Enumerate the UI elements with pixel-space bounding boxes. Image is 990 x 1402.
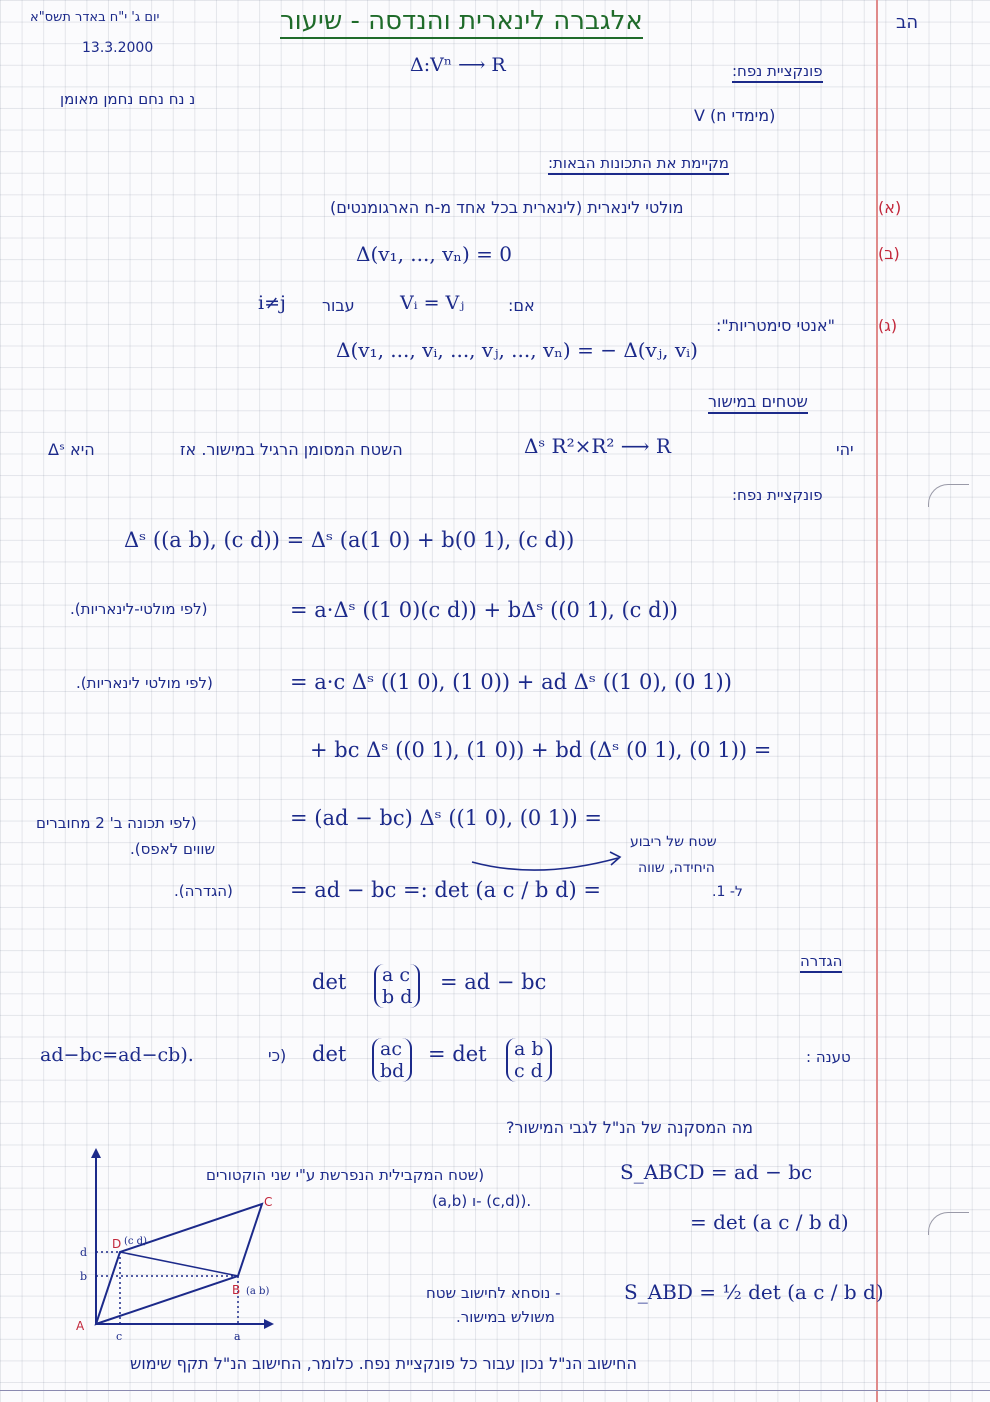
equation-2-note: (לפי מולטי-לינאריות). <box>70 600 208 618</box>
intro-is: Δˢ היא <box>48 440 95 459</box>
claim-matrix-1-top: ac <box>380 1038 402 1060</box>
area-abd-note-line2: משולש במישור. <box>456 1308 555 1326</box>
equation-1: Δˢ ((a b), (c d)) = Δˢ (a(1 0) + b(0 1), (c d)) <box>124 528 575 552</box>
equation-2: = a·Δˢ ((1 0)(c d)) + bΔˢ ((0 1), (c d)) <box>290 598 678 622</box>
property-b-if: אם: <box>508 296 535 315</box>
equation-4: + bc Δˢ ((0 1), (1 0)) + bd (Δˢ (0 1), (0 1)) = <box>310 738 772 762</box>
area-abcd-formula: S_ABCD = ad − bc <box>620 1160 813 1184</box>
claim-equals-det: = det <box>428 1042 487 1066</box>
bottom-rule <box>0 1390 990 1391</box>
area-abd-formula: S_ABD = ½ det (a c / b d) <box>624 1280 884 1304</box>
intro-map: Δˢ R²×R² ⟶ R <box>524 434 671 458</box>
equation-6-note: (הגדרה). <box>174 882 233 900</box>
dimension-line: V (n מימדי) <box>694 106 776 125</box>
property-c-formula: Δ(v₁, ..., vᵢ, ..., vⱼ, ..., vₙ) = − Δ(vⱼ, vᵢ) <box>336 338 698 362</box>
claim-matrix-2-top: a b <box>514 1038 544 1060</box>
equation-6: = ad − bc =: det (a c / b d) = <box>290 878 601 902</box>
area-abcd-note-line1: (שטח המקבילית הנפרשת ע"י שני הוקטורים <box>206 1166 485 1184</box>
date-hebrew: יום ג' י"ח באדר תשס"א <box>30 10 160 25</box>
curved-arrow <box>468 840 638 880</box>
binder-hole-mark-top <box>928 484 969 507</box>
definition-det: det <box>312 970 347 994</box>
arrow-note-line3: ל- 1. <box>712 884 743 900</box>
date: 13.3.2000 <box>82 40 154 56</box>
binder-hole-mark-bottom <box>928 1212 969 1235</box>
corner-mark: הב <box>896 12 919 33</box>
claim-label: טענה : <box>806 1048 851 1066</box>
definition-matrix-bottom: b d <box>382 986 413 1008</box>
definition-matrix-top: a c <box>382 964 411 986</box>
question-line: מה המסקנה של הנ"ל לגבי המישור? <box>506 1118 754 1137</box>
property-b-marker: (ב) <box>878 244 900 263</box>
definition-matrix <box>374 964 420 1008</box>
intro-let: יהי <box>836 440 854 459</box>
arrow-note-line1: שטח של ריבוע <box>630 834 717 850</box>
parallelogram-diagram <box>72 1146 282 1346</box>
claim-matrix-1 <box>372 1038 412 1082</box>
definition-result: = ad − bc <box>440 970 547 994</box>
equation-5: = (ad − bc) Δˢ ((1 0), (0 1)) = <box>290 806 602 830</box>
properties-heading: מקיימת את התכונות הבאות: <box>548 154 729 175</box>
equation-3-note: (לפי מולטי לינאריות). <box>76 674 213 692</box>
conclusion-line: החישוב הנ"ל נכון עבור כל פונקציית נפח. כלומר, החישוב הנ"ל תקף שימוש <box>130 1354 637 1373</box>
x-axis-arrowhead <box>264 1319 274 1329</box>
intro-volume-function: פונקציית נפח: <box>732 486 823 504</box>
label-b-coord: (a b) <box>246 1286 270 1297</box>
volume-function-heading: פונקציית נפח: <box>732 62 823 83</box>
y-axis-arrowhead <box>91 1148 101 1158</box>
property-a-text: מולטי לינארית (לינארית בכל אחד מ-n הארגומנטים) <box>330 198 684 217</box>
tick-b: b <box>80 1270 88 1283</box>
property-c-marker: (ג) <box>878 316 898 335</box>
claim-det: det <box>312 1042 347 1066</box>
property-b-ij: i≠j <box>258 292 286 314</box>
property-b-for: עבור <box>322 296 355 315</box>
tick-c: c <box>116 1330 123 1343</box>
area-abd-note-line1: - נוסחא לחישוב שטח <box>426 1284 561 1302</box>
definition-heading: הגדרה <box>800 952 842 973</box>
claim-matrix-1-bottom: bd <box>380 1060 405 1082</box>
names-line: נ נח נחם נחמן מאומן <box>60 90 196 108</box>
page-title: אלגברה לינארית והנדסה - שיעור <box>280 6 643 39</box>
equation-5-note-line1: (לפי תכונה ב' 2 מחוברים <box>36 814 197 832</box>
diagonal-bd <box>120 1252 238 1276</box>
equation-5-note-line2: שווים לאפס). <box>130 840 216 858</box>
claim-matrix-2 <box>506 1038 552 1082</box>
tick-d: d <box>80 1246 88 1259</box>
label-b: B <box>232 1283 241 1297</box>
equation-3: = a·c Δˢ ((1 0), (1 0)) + ad Δˢ ((1 0), (0 1)) <box>290 670 732 694</box>
area-abcd-det: = det (a c / b d) <box>690 1210 849 1234</box>
property-b-formula: Δ(v₁, ..., vₙ) = 0 <box>356 242 513 266</box>
claim-because: (כי <box>268 1046 287 1065</box>
property-b-equal: Vᵢ = Vⱼ <box>400 292 465 314</box>
tick-a: a <box>234 1330 241 1343</box>
intro-text: השטח המסומן הרגיל במישור. אז <box>180 440 403 459</box>
label-d-coord: (c d) <box>124 1236 147 1247</box>
label-d: D <box>112 1237 122 1251</box>
claim-matrix-2-bottom: c d <box>514 1060 543 1082</box>
label-c: C <box>264 1195 273 1209</box>
property-c-text: "אנטי סימטריות": <box>716 316 835 335</box>
plane-areas-heading: שטחים במישור <box>708 392 808 414</box>
arrow-note-line2: היחידה, שווה <box>638 860 715 876</box>
label-a: A <box>76 1319 85 1333</box>
claim-reason: ad−bc=ad−cb). <box>40 1044 194 1066</box>
area-abcd-note-line2: (a,b) ו- (c,d)). <box>432 1192 532 1210</box>
volume-mapping: Δ:Vⁿ ⟶ R <box>410 54 506 76</box>
property-a-marker: (א) <box>878 198 902 217</box>
